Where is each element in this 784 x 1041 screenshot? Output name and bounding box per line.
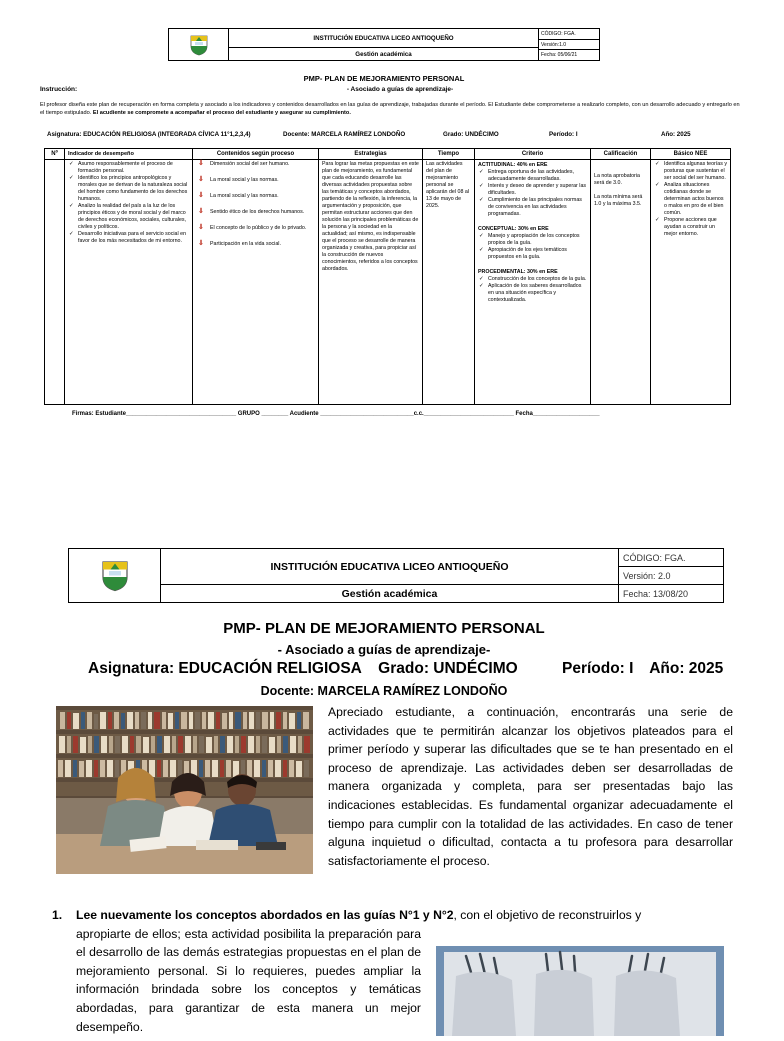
page2-subject: Asignatura: EDUCACIÓN RELIGIOSA: [88, 660, 362, 677]
cell-strategies: Para lograr las metas propuestas en este plan de mejoramiento, es fundamental que cada educando desarrolle las diversas actividades propuestas sobre las temáticas y conceptos abordados, partiendo de la reflexión, la inferencia, la argumentación y proposición, que permitan estructurar acciones que den solución las principales problemáticas de la persona y la sociedad en la actualidad; así mismo, es indispensable que el proceso se desarrolle de manera organizada y creativa, para propiciar así la construcción de nuevos conocimientos, referidos a los conceptos abordados.: [319, 160, 423, 405]
page2-title: PMP- PLAN DE MEJORAMIENTO PERSONAL: [223, 620, 545, 637]
cell-number: [45, 160, 65, 405]
page2-subtitle: - Asociado a guías de aprendizaje-: [277, 642, 491, 657]
page1-subject: Asignatura: EDUCACIÓN RELIGIOSA (INTEGRADA CÍVICA 11°1,2,3,4): [47, 131, 251, 138]
activity-item-1: [52, 906, 736, 1034]
page1-title: PMP- PLAN DE MEJORAMIENTO PERSONAL: [303, 74, 465, 83]
improvement-plan-table: [44, 148, 731, 405]
content-item: ⇓ El concepto de lo público y de lo privado.: [196, 225, 315, 232]
page1-teacher: Docente: MARCELA RAMÍREZ LONDOÑO: [283, 131, 406, 138]
indicator-item: ✓ Desarrollo iniciativas para el servicio social en favor de los más necesitados de mi entorno.: [68, 231, 189, 245]
page1-department: Gestión académica: [355, 50, 412, 58]
instruction-text: [40, 101, 740, 117]
page2-year: Año: 2025: [649, 660, 724, 677]
page2-version: Versión: 2.0: [619, 567, 723, 585]
page1-header-logo-cell: [169, 29, 229, 60]
cell-contents: [193, 160, 319, 405]
page2-subject-line: [88, 660, 735, 678]
table-header-row: [45, 149, 731, 160]
school-shield-logo: [100, 559, 130, 592]
grading-pass: La nota aprobatoria será de 3.0.: [594, 173, 640, 186]
indicator-item: ✓ Asumo responsablemente el proceso de formación personal.: [68, 161, 189, 175]
page1-institution-name: INSTITUCIÓN EDUCATIVA LICEO ANTIOQUEÑO: [229, 29, 538, 48]
content-item: ⇓ Participación en la vida social.: [196, 241, 315, 248]
page2-institution-name: INSTITUCIÓN EDUCATIVA LICEO ANTIOQUEÑO: [161, 549, 618, 585]
indicator-item: ✓ Analizo la realidad del país a la luz de los principios éticos y de moral social y del marco de derechos económicos, sociales, culturales, civiles y políticos.: [68, 203, 189, 231]
page2-period: Período: I: [561, 660, 634, 677]
table-row: [45, 160, 731, 405]
nee-item: ✓ Analiza situaciones cotidianas donde se determinan actos buenos o malos en pro de el bien común.: [654, 182, 727, 217]
page2-department: Gestión académica: [341, 587, 438, 600]
page2-teacher: Docente: MARCELA RAMÍREZ LONDOÑO: [260, 684, 508, 698]
cell-indicators: [65, 160, 193, 405]
school-shield-logo: [189, 34, 209, 56]
activity-number: 1.: [52, 908, 63, 922]
page1-year: Año: 2025: [661, 131, 691, 138]
grading-range: La nota mínima será 1.0 y la máxima 3.5.: [594, 194, 643, 207]
page1-date: Fecha: 05/06/21: [541, 52, 578, 59]
nee-item: ✓ Propone acciones que ayudan a construir un mejor entorno.: [654, 217, 727, 238]
criteria-item: ✓ Entrega oportuna de las actividades, adecuadamente desarrolladas.: [478, 169, 587, 183]
intro-paragraph: Apreciado estudiante, a continuación, encontrarás una serie de actividades que te permitirán alcanzar los objetivos plateados para el primer período y superar las dificultades que se te han presentado en el proceso de aprendizaje. Las actividades deben ser desarrolladas de manera organizada y completa, para ser presentadas bajo las indicaciones establecidas. Es fundamental organizar adecuadamente el tiempo para cumplir con la totalidad de las actividades. En caso de tener alguna inquietud o dificultad, contacta a tu profesora para desarrollar satisfactoriamente el proceso.: [328, 705, 733, 868]
cell-time: Las actividades del plan de mejoramiento personal se aplicarán del 08 al 13 de mayo de 2025.: [423, 160, 475, 405]
instruction-bold-text: El acudiente se compromete a acompañar el proceso del estudiante y asegurar su cumplimiento.: [92, 110, 351, 116]
criteria-item: ✓ Manejo y apropiación de los conceptos propios de la guía.: [478, 233, 587, 247]
criteria-item: ✓ Apropiación de los ejes temáticos propuestos en la guía.: [478, 247, 587, 261]
criteria-item: ✓ Construcción de los conceptos de la guía.: [478, 276, 587, 283]
content-item: ⇓ La moral social y las normas.: [196, 193, 315, 200]
content-item: ⇓ La moral social y las normas.: [196, 177, 315, 184]
page2-header-logo-cell: [69, 549, 161, 602]
cell-criteria: [475, 160, 591, 405]
cell-nee: [651, 160, 731, 405]
page1-header-meta: [539, 29, 599, 60]
criteria-conceptual-title: CONCEPTUAL: 30% en ERE: [478, 226, 549, 232]
page2-code: CÓDIGO: FGA.: [619, 549, 723, 567]
header-grading: Calificación: [591, 149, 651, 160]
nee-item: ✓ Identifica algunas teorías y posturas que sustentan el ser social del ser humano.: [654, 161, 727, 182]
criteria-item: ✓ Aplicación de los saberes desarrollados en una situación específica y contextualizada.: [478, 283, 587, 304]
header-strategies: Estrategias: [319, 149, 423, 160]
criteria-item: ✓ Cumplimiento de las principales normas de convivencia en las actividades programadas.: [478, 197, 587, 218]
page1-subject-line: [47, 131, 727, 138]
instruction-label: Instrucción:: [40, 86, 78, 93]
header-contents: Contenidos según proceso: [193, 149, 319, 160]
header-nee: Básico NEE: [651, 149, 731, 160]
page2-header-titles: [161, 549, 619, 602]
page1-subtitle: - Asociado a guías de aprendizaje-: [346, 86, 454, 93]
content-item: ⇓ Dimensión social del ser humano.: [196, 161, 315, 168]
criteria-procedural-title: PROCEDIMENTAL: 30% en ERE: [478, 269, 558, 275]
criteria-item: ✓ Interés y deseo de aprender y superar las dificultades.: [478, 183, 587, 197]
activity-lead-text: , con el objetivo de reconstruirlos y: [453, 908, 642, 922]
page2-date: Fecha: 13/08/20: [623, 588, 689, 599]
page2-grade: Grado: UNDÉCIMO: [378, 660, 518, 677]
page2-header-meta: [619, 549, 723, 602]
page2-header-table: [68, 548, 724, 603]
signatures-line: Firmas: Estudiante_________________________________ GRUPO ________ Acudiente ____________________________c.c.___________________________ Fecha____________________: [72, 411, 600, 417]
page1-period: Período: I: [549, 131, 578, 138]
header-indicator: Indicador de desempeño: [65, 149, 193, 160]
page1-code: CÓDIGO: FGA.: [539, 29, 599, 40]
activity-body-text: apropiarte de ellos; esta actividad posibilita la preparación para el desarrollo de las demás estrategias propuestas en el plan de mejoramiento personal. Si lo requieres, puedes ampliar la información brindada sobre los conceptos y temáticas abordadas, para garantizar de esta manera un mejor desempeño.: [76, 926, 421, 1034]
header-criteria: Criterio: [475, 149, 591, 160]
hands-braille-photo: [436, 946, 724, 1036]
cell-grading: [591, 160, 651, 405]
header-number: Nº: [45, 149, 65, 160]
instruction-normal-text: El profesor diseña este plan de recuperación en forma completa y asociado a los indicadores y contenidos desarrollados en las guías de aprendizaje, trabajadas durante el período. El Estudiante debe comprometerse a realizarlo completo, con un desarrollo adecuado y entregarlo en el tiempo estipulado.: [40, 102, 740, 116]
students-library-photo: [56, 706, 313, 874]
page1-header-table: [168, 28, 600, 61]
page-1: [0, 0, 768, 440]
page1-header-titles: [229, 29, 539, 60]
activity-bold-text: Lee nuevamente los conceptos abordados en las guías N°1 y N°2: [76, 908, 454, 922]
content-item: ⇓ Sentido ético de los derechos humanos.: [196, 209, 315, 216]
criteria-attitudinal-title: ACTITUDINAL: 40% en ERE: [478, 162, 548, 168]
activity-lead-line: [52, 906, 736, 925]
page1-grade: Grado: UNDÉCIMO: [443, 131, 499, 138]
page1-version: Versión:1.0: [539, 40, 599, 51]
header-time: Tiempo: [423, 149, 475, 160]
indicator-item: ✓ Identifico los principios antropológicos y morales que se derivan de la naturaleza social del hombre como fundamento de los derechos humanos.: [68, 175, 189, 203]
